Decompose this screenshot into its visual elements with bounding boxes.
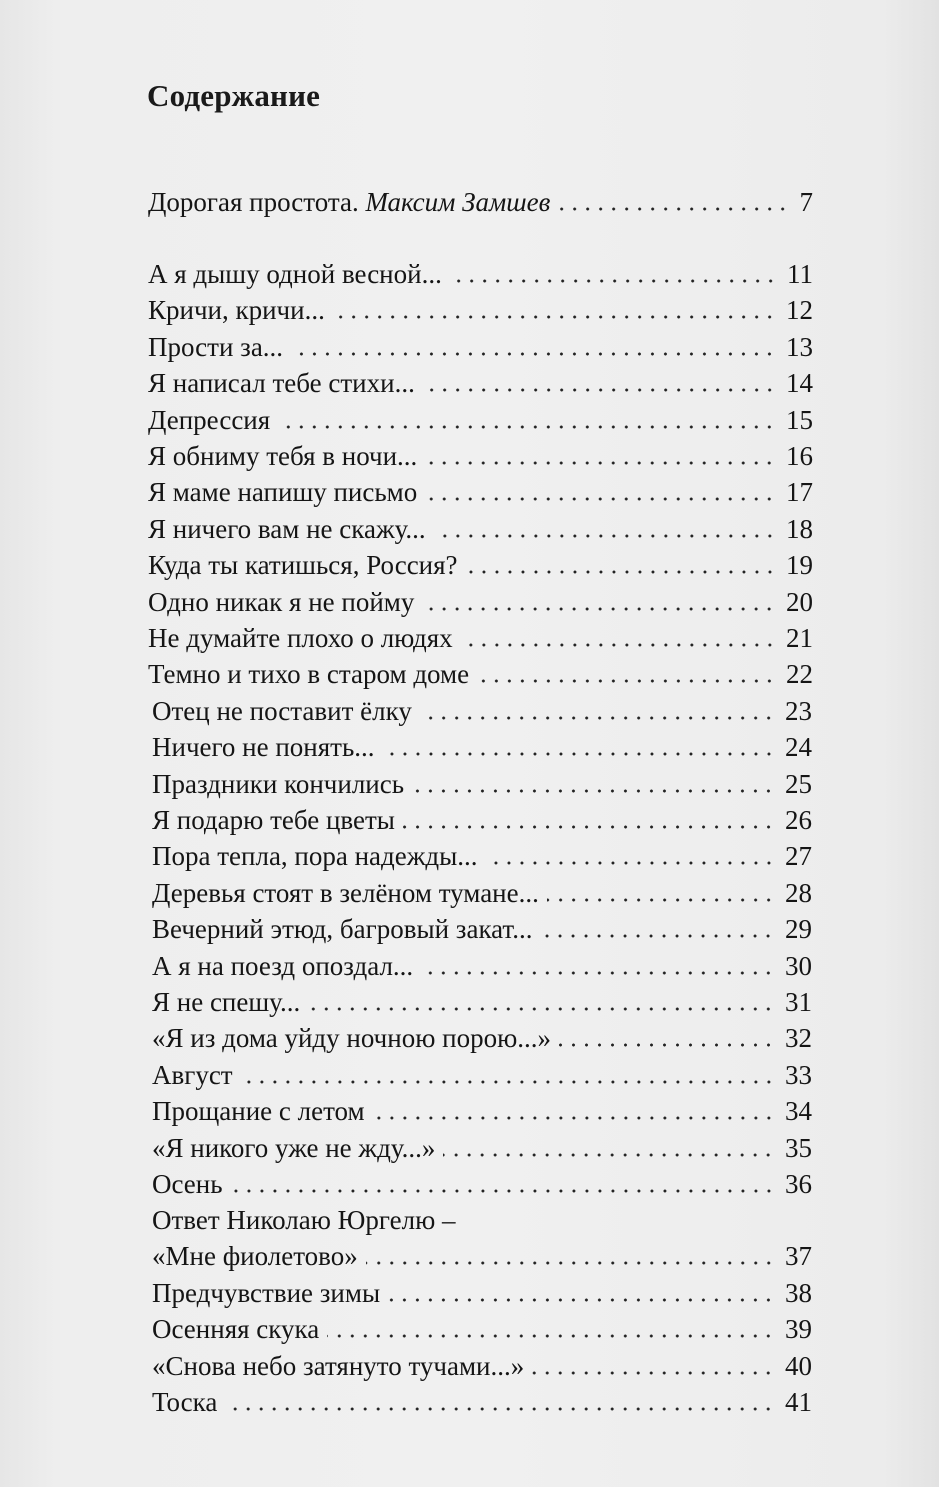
dot-leader [443, 1152, 775, 1158]
toc-entry [148, 256, 813, 292]
dot-leader [532, 1370, 775, 1376]
toc-entry [152, 1311, 812, 1347]
toc-entry [152, 1384, 812, 1420]
toc-page-number: 15 [786, 405, 813, 435]
toc-entry [152, 948, 812, 984]
toc-entry-title: Праздники кончились [152, 769, 405, 799]
dot-leader [425, 496, 776, 502]
toc-page-number: 23 [785, 696, 812, 726]
toc-entry-title: Одно никак я не пойму [148, 587, 415, 617]
toc-entry [148, 474, 813, 510]
toc-entry [152, 838, 812, 874]
dot-leader [421, 970, 775, 976]
toc-entry-title: «Снова небо затянуто тучами...» [152, 1351, 525, 1381]
toc-entry-title: Я не спешу... [152, 987, 301, 1017]
toc-entry-title: «Мне фиолетово» [152, 1241, 358, 1271]
toc-entry [148, 438, 813, 474]
toc-page-number: 29 [785, 914, 812, 944]
toc-page-number: 27 [785, 841, 812, 871]
toc-page-number: 26 [785, 805, 812, 835]
toc-entry [152, 729, 812, 765]
toc-entry-title: Деревья стоят в зелёном тумане... [152, 878, 539, 908]
toc-page-number: 40 [785, 1351, 812, 1381]
toc-entry-title: Темно и тихо в старом доме [148, 659, 470, 689]
toc-entry [152, 1130, 812, 1166]
toc-page-number: 37 [785, 1241, 812, 1271]
dot-leader [477, 678, 776, 684]
toc-entry-title: Не думайте плохо о людях [148, 623, 453, 653]
toc-entry-title: Пора тепла, пора надежды... [152, 841, 478, 871]
toc-page-number: 7 [799, 187, 813, 217]
toc-page-number: 41 [785, 1387, 812, 1417]
toc-page-number: 19 [786, 550, 813, 580]
dot-leader [366, 1260, 775, 1266]
toc-entry [152, 1238, 812, 1274]
intro-author: Максим Замшев [365, 187, 551, 217]
toc-page-number: 28 [785, 878, 812, 908]
toc-entry [152, 1020, 812, 1056]
toc-page-number: 13 [786, 332, 813, 362]
toc-entry [152, 875, 812, 911]
toc-entry [148, 329, 813, 365]
toc-entry-title [148, 184, 550, 220]
toc-entry [152, 911, 812, 947]
toc-entry-title: Прости за... [148, 332, 284, 362]
toc-page-number: 14 [786, 368, 813, 398]
dot-leader [291, 351, 776, 357]
toc-page-number: 11 [787, 259, 813, 289]
toc-entry-title: Август [152, 1060, 233, 1090]
dot-leader [403, 824, 775, 830]
toc-entry [148, 584, 813, 620]
page-heading: Содержание [147, 78, 321, 113]
dot-leader [278, 424, 776, 430]
toc-entry-title: Ничего не понять... [152, 732, 375, 762]
toc-page-number: 18 [786, 514, 813, 544]
toc-page-number: 21 [786, 623, 813, 653]
dot-leader [425, 460, 776, 466]
dot-leader [231, 1188, 775, 1194]
toc-entry-title: Я обниму тебя в ночи... [148, 441, 418, 471]
toc-entry [152, 1093, 812, 1129]
toc-page-number: 31 [785, 987, 812, 1017]
dot-leader [373, 1115, 775, 1121]
dot-leader [466, 569, 776, 575]
toc-page-number: 24 [785, 732, 812, 762]
intro-title: Дорогая простота. [148, 187, 359, 217]
toc-page-number: 22 [786, 659, 813, 689]
toc-page-number: 25 [785, 769, 812, 799]
toc-page-number: 35 [785, 1133, 812, 1163]
toc-page-number: 30 [785, 951, 812, 981]
dot-leader [558, 206, 789, 212]
dot-leader [559, 1042, 775, 1048]
toc-entry-title: Предчувствие зимы [152, 1278, 381, 1308]
toc-entry-title: Осень [152, 1169, 223, 1199]
toc-entry [152, 766, 812, 802]
toc-entry [148, 292, 813, 328]
dot-leader [308, 1006, 775, 1012]
toc-entry [152, 693, 812, 729]
toc-entry-title: Я подарю тебе цветы [152, 805, 395, 835]
toc-entry-title: Куда ты катишься, Россия? [148, 550, 458, 580]
toc-entry-title: Я ничего вам не скажу... [148, 514, 426, 544]
dot-leader [486, 860, 775, 866]
toc-entry-intro [148, 184, 813, 220]
dot-leader [547, 897, 775, 903]
dot-leader [434, 533, 776, 539]
toc-entry [152, 1057, 812, 1093]
toc-entry [148, 365, 813, 401]
toc-entry [148, 511, 813, 547]
toc-entry-title: А я на поезд опоздал... [152, 951, 414, 981]
dot-leader [540, 933, 775, 939]
dot-leader [327, 1333, 775, 1339]
dot-leader [423, 387, 776, 393]
toc-page-number: 12 [786, 295, 813, 325]
toc-page-number: 17 [786, 477, 813, 507]
toc-page-number: 16 [786, 441, 813, 471]
toc-entry-title: Отец не поставит ёлку [152, 696, 412, 726]
toc-entry [152, 1275, 812, 1311]
dot-leader [422, 606, 776, 612]
toc-entry-title: Осенняя скука [152, 1314, 320, 1344]
dot-leader [412, 788, 775, 794]
toc-entry-title: Депрессия [148, 405, 271, 435]
toc-entry-title: Кричи, кричи... [148, 295, 325, 325]
toc-page-number: 33 [785, 1060, 812, 1090]
dot-leader [383, 751, 775, 757]
toc-entry [148, 620, 813, 656]
dot-leader [333, 314, 776, 320]
dot-leader [388, 1297, 775, 1303]
toc-page-number: 34 [785, 1096, 812, 1126]
toc-entry [152, 984, 812, 1020]
toc-entry [152, 802, 812, 838]
toc-entry-title-line1: Ответ Николаю Юргелю – [152, 1205, 456, 1235]
toc-entry [148, 402, 813, 438]
dot-leader [420, 715, 775, 721]
toc-entry-title: Тоска [152, 1387, 218, 1417]
toc-entry-title: Вечерний этюд, багровый закат... [152, 914, 533, 944]
toc-entry-title: Я маме напишу письмо [148, 477, 418, 507]
toc-page-number: 39 [785, 1314, 812, 1344]
toc-entry [148, 547, 813, 583]
toc-entry-title: Я написал тебе стихи... [148, 368, 415, 398]
dot-leader [450, 278, 777, 284]
toc-entry-title: «Я никого уже не жду...» [152, 1133, 436, 1163]
toc-entry [152, 1166, 812, 1202]
toc-entry [148, 656, 813, 692]
toc-page-number: 36 [785, 1169, 812, 1199]
toc-entry-title: Прощание с летом [152, 1096, 365, 1126]
toc-page-number: 20 [786, 587, 813, 617]
toc-page-number: 32 [785, 1023, 812, 1053]
toc-entry-title: А я дышу одной весной... [148, 259, 442, 289]
toc-page-number: 38 [785, 1278, 812, 1308]
toc-entry [152, 1348, 812, 1384]
dot-leader [241, 1079, 775, 1085]
dot-leader [225, 1406, 775, 1412]
toc-entry-title: «Я из дома уйду ночною порою...» [152, 1023, 551, 1053]
dot-leader [461, 642, 776, 648]
